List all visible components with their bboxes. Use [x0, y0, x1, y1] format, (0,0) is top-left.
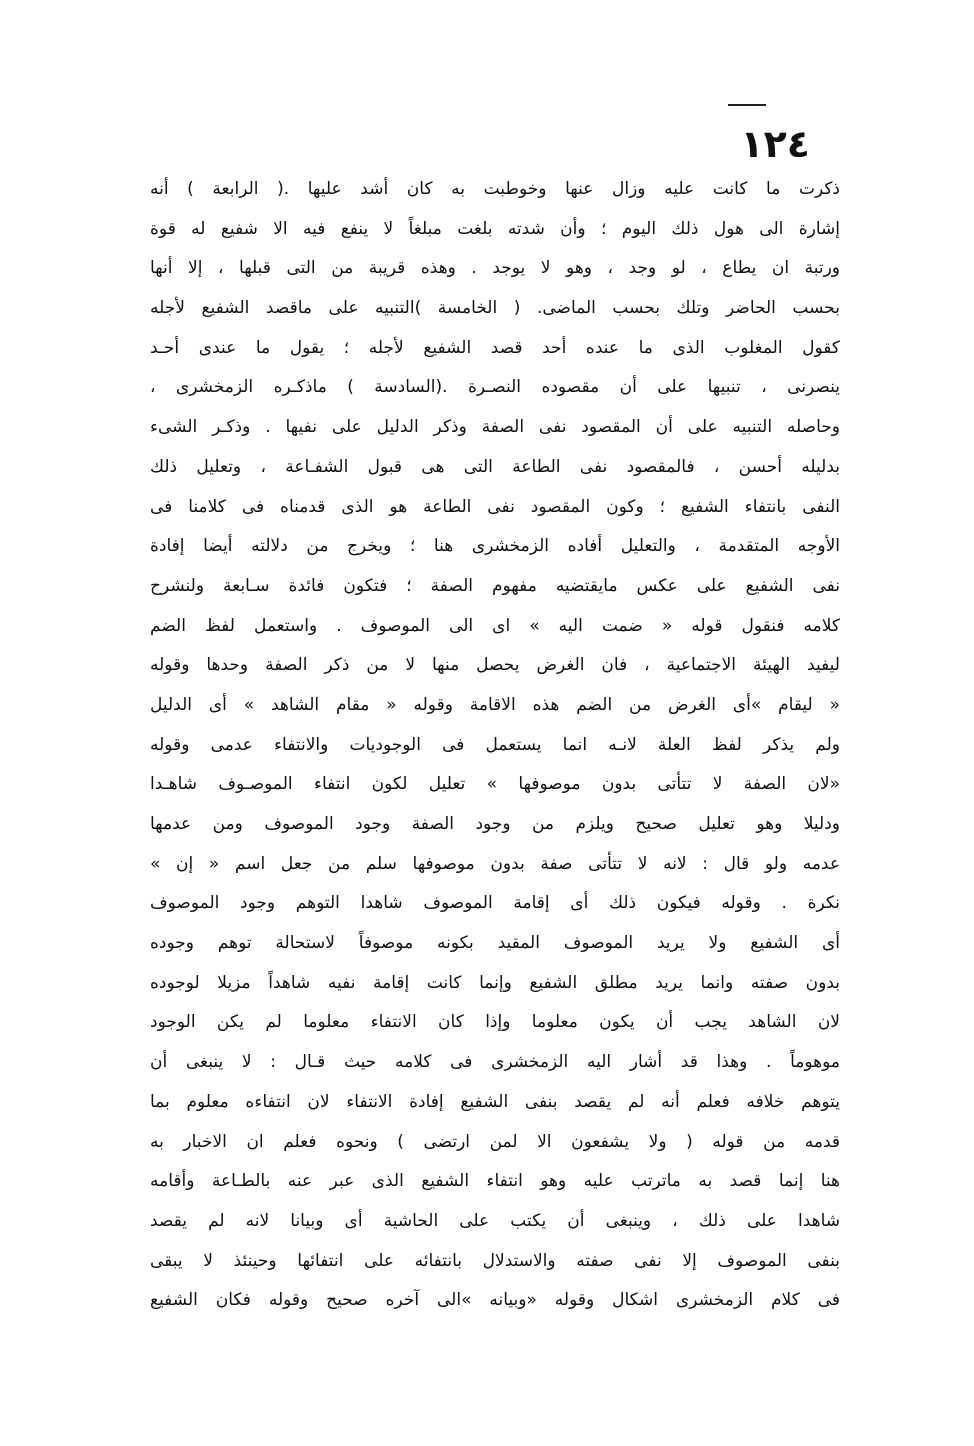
- text-line: بدون صفته وانما يريد مطلق الشفيع وإنما كانت إقامة نفيه شاهداً مزيلا لوجوده: [150, 972, 840, 993]
- text-line: بنفى الموصوف إلا نفى صفته والاستدلال بانتفائه على انتفائها وحينئذ لا يبقى: [150, 1250, 840, 1271]
- text-line: إشارة الى هول ذلك اليوم ؛ وأن شدته بلغت مبلغاً لا ينفع فيه الا شفيع له قوة: [150, 218, 840, 239]
- text-line: كقول المغلوب الذى ما عنده أحد قصد الشفيع لأجله ؛ يقول ما عندى أحـد: [150, 337, 840, 358]
- text-line: عدمه ولو قال : لانه لا تتأتى صفة بدون موصوفها سلم من جعل اسم « إن »: [150, 853, 840, 874]
- text-line: الأوجه المتقدمة ، والتعليل أفاده الزمخشرى هنا ؛ ويخرج من دلالته أيضا إفادة: [150, 536, 840, 557]
- text-line: وحاصله التنبيه على أن المقصود نفى الصفة وذكر الدليل على نفيها . وذكـر الشىء: [150, 417, 840, 438]
- text-line: قدمه من قوله ( ولا يشفعون الا لمن ارتضى ) ونحوه فعلم ان الاخبار به: [150, 1131, 840, 1152]
- text-line: هنا إنما قصد به ماترتب عليه وهو انتفاء الشفيع الذى عبر عنه بالطـاعة وأقامه: [150, 1171, 840, 1192]
- text-line: النفى بانتفاء الشفيع ؛ وكون المقصود نفى الطاعة هو الذى قدمناه فى كلامنا فى: [150, 496, 840, 517]
- text-line: موهوماً . وهذا قد أشار اليه الزمخشرى فى كلامه حيث قـال : لا ينبغى أن: [150, 1052, 840, 1073]
- text-line: ينصرنى ، تنبيها على أن مقصوده النصـرة .(السادسة ) ماذكـره الزمخشرى ،: [150, 377, 840, 398]
- page-number: ١٢٤: [740, 122, 810, 166]
- text-line: بحسب الحاضر وتلك بحسب الماضى. ( الخامسة )التنبيه على ماقصد الشفيع لأجله: [150, 298, 840, 319]
- text-line: كلامه فنقول قوله « ضمت اليه » اى الى الموصوف . واستعمل لفظ الضم: [150, 615, 840, 636]
- text-line: فى كلام الزمخشرى اشكال وقوله «وبيانه »الى آخره صحيح وقوله فكان الشفيع: [150, 1290, 840, 1311]
- text-line: ليفيد الهيئة الاجتماعية ، فان الغرض يحصل منها لا من ذكر الصفة وحدها وقوله: [150, 655, 840, 676]
- text-line: نفى الشفيع على عكس مايقتضيه مفهوم الصفة ؛ فتكون فائدة سـابعة ولنشرح: [150, 575, 840, 596]
- text-line: نكرة . وقوله فيكون ذلك أى إقامة الموصوف شاهدا التوهم وجود الموصوف: [150, 893, 840, 914]
- text-line: ذكرت ما كانت عليه وزال عنها وخوطبت به كان أشد عليها .( الرابعة ) أنه: [150, 179, 840, 199]
- body-text: [150, 170, 840, 1321]
- text-line: « ليقام »أى الغرض من الضم هذه الاقامة وقوله « مقام الشاهد » أى الدليل: [150, 694, 840, 715]
- text-line: لان الشاهد يجب أن يكون معلوما وإذا كان الانتفاء معلوما لم يكن الوجود: [150, 1012, 840, 1033]
- text-line: ولم يذكر لفظ العلة لانـه انما يستعمل فى الوجوديات والانتفاء عدمى وقوله: [150, 734, 840, 755]
- header-rule: [728, 104, 766, 106]
- text-line: ودليلا وهو تعليل صحيح ويلزم من وجود الصفة وجود الموصوف ومن عدمها: [150, 814, 840, 834]
- text-line: يتوهم خلافه فعلم أنه لم يقصد بنفى الشفيع إفادة الانتفاء لان انتفاءه معلوم بما: [150, 1091, 840, 1112]
- text-line: أى الشفيع ولا يريد الموصوف المقيد بكونه موصوفاً لاستحالة توهم وجوده: [150, 933, 840, 954]
- text-line: بدليله أحسن ، فالمقصود نفى الطاعة التى هى قبول الشفـاعة ، وتعليل ذلك: [150, 456, 840, 477]
- text-line: شاهدا على ذلك ، وينبغى أن يكتب على الحاشية أى وبيانا لانه لم يقصد: [150, 1210, 840, 1231]
- text-line: ورتبة ان يطاع ، لو وجد ، وهو لا يوجد . وهذه قريبة من التى قبلها ، إلا أنها: [150, 258, 840, 279]
- text-line: «لان الصفة لا تتأتى بدون موصوفها » تعليل لكون انتفاء الموصـوف شاهـدا: [150, 774, 840, 795]
